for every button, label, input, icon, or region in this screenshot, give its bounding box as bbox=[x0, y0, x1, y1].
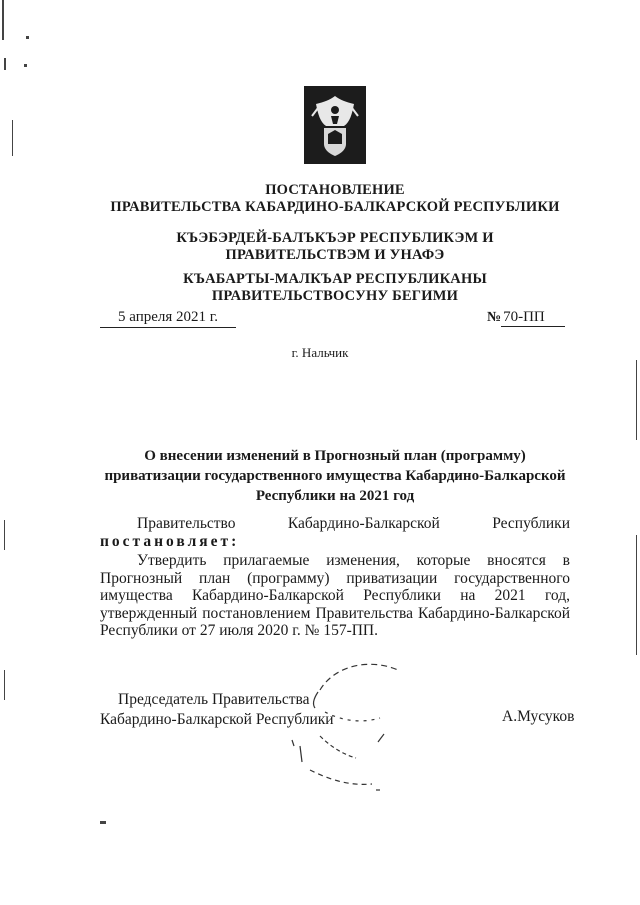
resolution-paragraph: Утвердить прилагаемые изменения, которые вносятся в Прогнозный план (программу) приватизации государственного имущества Кабардино-Балкарской Республики на 2021 год, утвержденный постановлением Правительства Кабардино-Балкарской Республики от 27 июля 2020 г. № 157-ПП. bbox=[100, 552, 570, 639]
preamble-word-republic: Республики bbox=[492, 515, 570, 532]
scan-edge-mark bbox=[12, 120, 13, 156]
document-title: О внесении изменений в Прогнозный план (программу) приватизации государственного имущества Кабардино-Балкарской Республики на 2021 год bbox=[104, 448, 566, 504]
signatory-position bbox=[100, 690, 334, 730]
scan-edge-mark bbox=[4, 670, 5, 700]
signatory-position-line2: Кабардино-Балкарской Республики bbox=[100, 711, 334, 728]
scan-edge-mark bbox=[100, 821, 106, 824]
document-type: ПОСТАНОВЛЕНИЕ bbox=[265, 182, 405, 198]
signatory-name: А.Мусуков bbox=[502, 708, 575, 725]
scan-edge-mark bbox=[2, 0, 4, 40]
scan-edge-mark bbox=[24, 64, 27, 67]
document-number bbox=[487, 309, 565, 327]
issuer-kabardian: КЪЭБЭРДЕЙ-БАЛЪКЪЭР РЕСПУБЛИКЭМ И ПРАВИТЕЛЬСТВЭМ И УНАФЭ bbox=[176, 230, 494, 263]
issuer-karachay-balkar: КЪАБАРТЫ-МАЛКЪАР РЕСПУБЛИКАНЫ ПРАВИТЕЛЬСТВОСУНУ БЕГИМИ bbox=[183, 271, 487, 304]
issuer-russian: ПРАВИТЕЛЬСТВА КАБАРДИНО-БАЛКАРСКОЙ РЕСПУБЛИКИ bbox=[110, 199, 560, 215]
preamble-word-government: Правительство bbox=[137, 515, 236, 532]
resolves-label: постановляет: bbox=[100, 532, 240, 550]
emblem-icon bbox=[304, 86, 366, 164]
scan-edge-mark bbox=[4, 520, 5, 550]
scan-edge-mark bbox=[636, 535, 637, 655]
document-city: г. Нальчик bbox=[291, 345, 349, 360]
number-sign: № bbox=[487, 310, 502, 325]
signatory-position-line1: Председатель Правительства bbox=[118, 691, 310, 708]
preamble-line bbox=[100, 515, 570, 550]
document-date: 5 апреля 2021 г. bbox=[100, 309, 236, 328]
scan-edge-mark bbox=[26, 36, 29, 39]
scan-edge-mark bbox=[636, 360, 637, 440]
coat-of-arms-emblem bbox=[304, 86, 366, 164]
scan-edge-mark bbox=[4, 58, 6, 70]
document-number-value: 70-ПП bbox=[501, 309, 565, 327]
preamble-word-kbr: Кабардино-Балкарской bbox=[287, 515, 440, 532]
